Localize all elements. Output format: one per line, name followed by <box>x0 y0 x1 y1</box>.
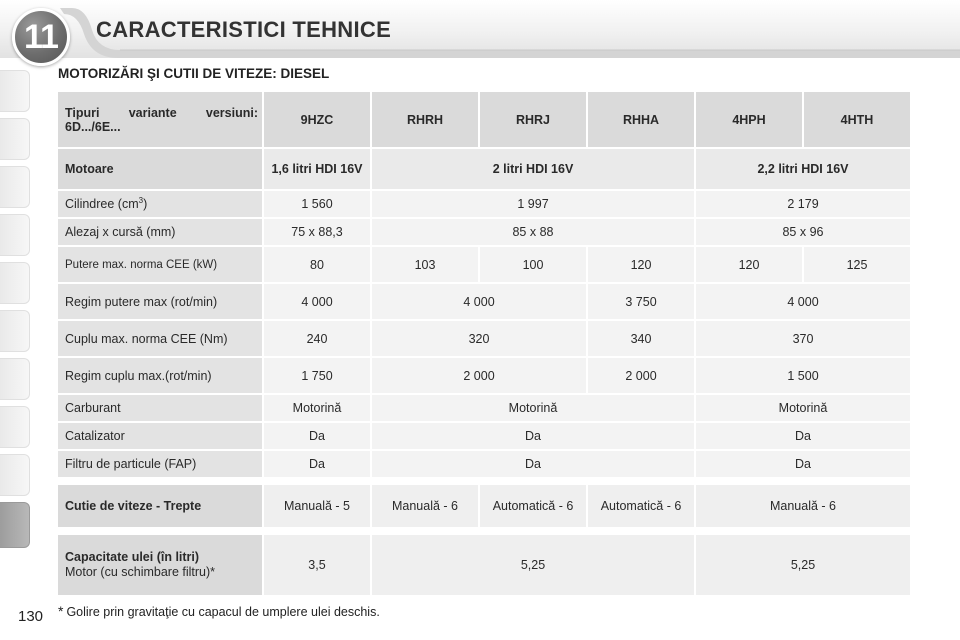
value-cell: 85 x 88 <box>372 219 694 245</box>
side-tab[interactable] <box>0 70 30 112</box>
row-label: Motoare <box>58 149 262 189</box>
row-label: Cilindree $(cm^3)$ <box>58 191 262 217</box>
value-cell: 240 <box>264 321 370 356</box>
table-row-putere <box>58 247 910 282</box>
variant-code: RHRJ <box>480 92 586 147</box>
value-cell: 320 <box>372 321 586 356</box>
side-tab[interactable] <box>0 454 30 496</box>
variant-code: 4HPH <box>696 92 802 147</box>
row-label: Regim cuplu max.(rot/min) <box>58 358 262 393</box>
table-spacer <box>58 479 910 483</box>
diesel-spec-table <box>56 90 912 597</box>
value-cell: Da <box>372 451 694 477</box>
chapter-side-tabs <box>0 70 34 554</box>
value-cell: 120 <box>696 247 802 282</box>
table-header-row <box>58 92 910 147</box>
variant-code: RHHA <box>588 92 694 147</box>
value-cell: 340 <box>588 321 694 356</box>
table-row-carburant <box>58 395 910 421</box>
page-number: 130 <box>18 608 44 625</box>
table-row-catalizator <box>58 423 910 449</box>
value-cell: 4 000 <box>264 284 370 319</box>
value-cell: 103 <box>372 247 478 282</box>
table-row-motoare <box>58 149 910 189</box>
side-tab[interactable] <box>0 358 30 400</box>
value-cell: 4 000 <box>372 284 586 319</box>
table-row-cuplu <box>58 321 910 356</box>
value-cell: Automatică - 6 <box>480 485 586 527</box>
value-cell: 1 500 <box>696 358 910 393</box>
value-cell: Da <box>696 451 910 477</box>
row-label: Capacitate ulei (în litri) Motor (cu schimbare filtru)* <box>58 535 262 595</box>
engine-cell: 2 litri HDI 16V <box>372 149 694 189</box>
side-tab[interactable] <box>0 118 30 160</box>
row-label: Carburant <box>58 395 262 421</box>
value-cell: Da <box>264 451 370 477</box>
value-cell: Motorină <box>696 395 910 421</box>
table-row-regim-putere <box>58 284 910 319</box>
side-tab-active[interactable] <box>0 502 30 548</box>
value-cell: 80 <box>264 247 370 282</box>
value-cell: 125 <box>804 247 910 282</box>
footnote: * Golire prin gravitaţie cu capacul de umplere ulei deschis. <box>58 603 380 619</box>
side-tab[interactable] <box>0 262 30 304</box>
value-cell: 2 179 <box>696 191 910 217</box>
row-label: Cutie de viteze - Trepte <box>58 485 262 527</box>
row-label: Catalizator <box>58 423 262 449</box>
section-title: MOTORIZĂRI ŞI CUTII DE VITEZE: DIESEL <box>58 66 330 81</box>
table-row-filtru <box>58 451 910 477</box>
value-cell: 4 000 <box>696 284 910 319</box>
value-cell: 2 000 <box>588 358 694 393</box>
row-label: Alezaj x cursă (mm) <box>58 219 262 245</box>
value-cell: 85 x 96 <box>696 219 910 245</box>
value-cell: 1 997 <box>372 191 694 217</box>
value-cell: 3,5 <box>264 535 370 595</box>
variants-label: Tipuri variante versiuni: 6D.../6E... <box>58 92 262 147</box>
value-cell: 120 <box>588 247 694 282</box>
variant-code: 9HZC <box>264 92 370 147</box>
value-cell: Motorină <box>264 395 370 421</box>
chapter-number-badge: 11 <box>12 8 70 66</box>
row-label: Filtru de particule (FAP) <box>58 451 262 477</box>
value-cell: 100 <box>480 247 586 282</box>
table-row-alezaj <box>58 219 910 245</box>
value-cell: 1 750 <box>264 358 370 393</box>
side-tab[interactable] <box>0 310 30 352</box>
value-cell: 75 x 88,3 <box>264 219 370 245</box>
table-spacer <box>58 529 910 533</box>
engine-cell: 2,2 litri HDI 16V <box>696 149 910 189</box>
value-cell: 5,25 <box>696 535 910 595</box>
value-cell: Motorină <box>372 395 694 421</box>
side-tab[interactable] <box>0 406 30 448</box>
row-label: Cuplu max. norma CEE (Nm) <box>58 321 262 356</box>
value-cell: 2 000 <box>372 358 586 393</box>
row-label: Regim putere max (rot/min) <box>58 284 262 319</box>
value-cell: Automatică - 6 <box>588 485 694 527</box>
value-cell: Da <box>696 423 910 449</box>
table-row-regim-cuplu <box>58 358 910 393</box>
side-tab[interactable] <box>0 166 30 208</box>
table-row-cilindree <box>58 191 910 217</box>
engine-cell: 1,6 litri HDI 16V <box>264 149 370 189</box>
value-cell: Manuală - 6 <box>696 485 910 527</box>
value-cell: 5,25 <box>372 535 694 595</box>
table-row-cutie <box>58 485 910 527</box>
value-cell: Manuală - 5 <box>264 485 370 527</box>
variant-code: 4HTH <box>804 92 910 147</box>
table-row-ulei <box>58 535 910 595</box>
row-label: Putere max. norma CEE (kW) <box>58 247 262 282</box>
value-cell: Da <box>264 423 370 449</box>
value-cell: Da <box>372 423 694 449</box>
chapter-title: CARACTERISTICI TEHNICE <box>96 17 392 42</box>
variant-code: RHRH <box>372 92 478 147</box>
value-cell: Manuală - 6 <box>372 485 478 527</box>
value-cell: 1 560 <box>264 191 370 217</box>
value-cell: 3 750 <box>588 284 694 319</box>
value-cell: 370 <box>696 321 910 356</box>
side-tab[interactable] <box>0 214 30 256</box>
